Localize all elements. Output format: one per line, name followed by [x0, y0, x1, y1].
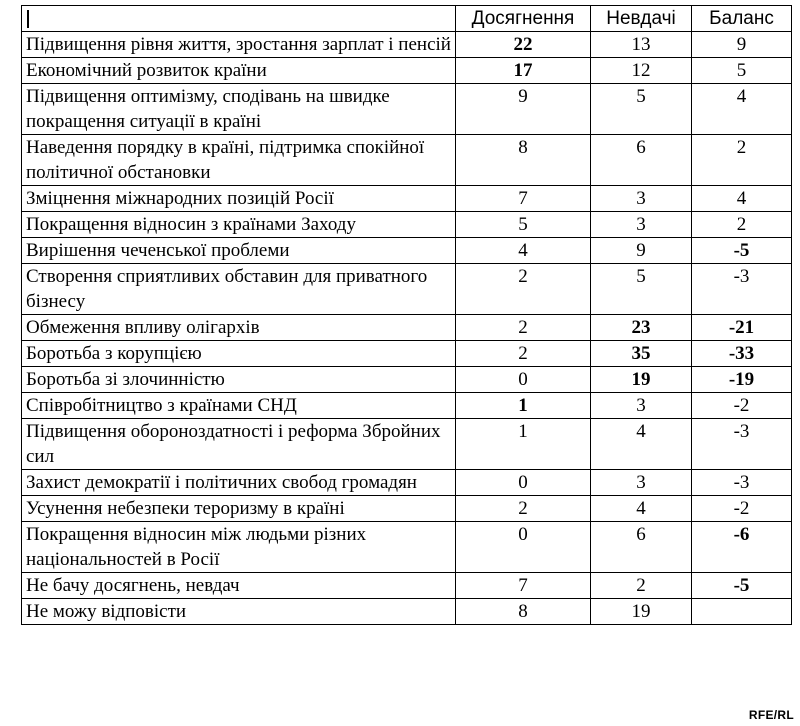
table-row [22, 470, 792, 496]
row-label: Усунення небезпеки тероризму в країні [22, 496, 456, 522]
row-label: Боротьба зі злочинністю [22, 367, 456, 393]
failures-cell: 19 [591, 599, 692, 625]
balance-cell: 5 [692, 58, 792, 84]
achievements-cell: 1 [456, 393, 591, 419]
failures-cell: 12 [591, 58, 692, 84]
achievements-cell: 7 [456, 573, 591, 599]
balance-cell: -5 [692, 573, 792, 599]
failures-cell: 35 [591, 341, 692, 367]
failures-cell: 13 [591, 32, 692, 58]
table-row [22, 419, 792, 470]
achievements-cell: 0 [456, 522, 591, 573]
row-label: Зміцнення міжнародних позицій Росії [22, 186, 456, 212]
achievements-cell: 7 [456, 186, 591, 212]
achievements-cell: 8 [456, 599, 591, 625]
table-row [22, 84, 792, 135]
row-label: Покращення відносин з країнами Заходу [22, 212, 456, 238]
balance-cell: 4 [692, 186, 792, 212]
balance-cell: -5 [692, 238, 792, 264]
balance-cell [692, 599, 792, 625]
row-label: Співробітництво з країнами СНД [22, 393, 456, 419]
table-row [22, 186, 792, 212]
header-balance: Баланс [692, 6, 792, 32]
failures-cell: 5 [591, 84, 692, 135]
header-row [22, 6, 792, 32]
achievements-cell: 9 [456, 84, 591, 135]
table-row [22, 341, 792, 367]
failures-cell: 2 [591, 573, 692, 599]
achievements-cell: 2 [456, 341, 591, 367]
balance-cell: 2 [692, 135, 792, 186]
balance-cell: 9 [692, 32, 792, 58]
table-row [22, 135, 792, 186]
failures-cell: 3 [591, 186, 692, 212]
achievements-cell: 0 [456, 470, 591, 496]
achievements-cell: 2 [456, 315, 591, 341]
table-row [22, 496, 792, 522]
balance-cell: -21 [692, 315, 792, 341]
balance-cell: -3 [692, 419, 792, 470]
table-row [22, 573, 792, 599]
balance-cell: -2 [692, 496, 792, 522]
table-row [22, 238, 792, 264]
balance-cell: -2 [692, 393, 792, 419]
failures-cell: 4 [591, 496, 692, 522]
header-achievements: Досягнення [456, 6, 591, 32]
row-label: Підвищення рівня життя, зростання зарплат і пенсій [22, 32, 456, 58]
table-row [22, 264, 792, 315]
balance-cell: -19 [692, 367, 792, 393]
table-row [22, 58, 792, 84]
row-label: Обмеження впливу олігархів [22, 315, 456, 341]
achievements-cell: 2 [456, 264, 591, 315]
achievements-cell: 17 [456, 58, 591, 84]
row-label: Покращення відносин між людьми різних національностей в Росії [22, 522, 456, 573]
rferl-watermark: RFE/RL [748, 708, 794, 722]
table-row [22, 367, 792, 393]
failures-cell: 6 [591, 522, 692, 573]
header-label-cell [22, 6, 456, 32]
achievements-cell: 4 [456, 238, 591, 264]
failures-cell: 9 [591, 238, 692, 264]
row-label: Створення сприятливих обставин для приватного бізнесу [22, 264, 456, 315]
failures-cell: 3 [591, 212, 692, 238]
row-label: Не бачу досягнень, невдач [22, 573, 456, 599]
failures-cell: 19 [591, 367, 692, 393]
row-label: Боротьба з корупцією [22, 341, 456, 367]
failures-cell: 3 [591, 470, 692, 496]
row-label: Економічний розвиток країни [22, 58, 456, 84]
table-row [22, 599, 792, 625]
text-cursor-icon [27, 10, 29, 28]
table-row [22, 393, 792, 419]
achievements-cell: 22 [456, 32, 591, 58]
balance-cell: -3 [692, 264, 792, 315]
header-failures: Невдачі [591, 6, 692, 32]
table-row [22, 522, 792, 573]
balance-cell: -6 [692, 522, 792, 573]
table-row [22, 315, 792, 341]
table-row [22, 32, 792, 58]
failures-cell: 5 [591, 264, 692, 315]
row-label: Вирішення чеченської проблеми [22, 238, 456, 264]
failures-cell: 4 [591, 419, 692, 470]
balance-cell: -33 [692, 341, 792, 367]
table-row [22, 212, 792, 238]
balance-cell: -3 [692, 470, 792, 496]
achievements-cell: 5 [456, 212, 591, 238]
achievements-cell: 0 [456, 367, 591, 393]
results-table [21, 5, 792, 625]
row-label: Підвищення обороноздатності і реформа Збройних сил [22, 419, 456, 470]
row-label: Підвищення оптимізму, сподівань на швидке покращення ситуації в країні [22, 84, 456, 135]
failures-cell: 6 [591, 135, 692, 186]
achievements-cell: 2 [456, 496, 591, 522]
achievements-cell: 8 [456, 135, 591, 186]
balance-cell: 4 [692, 84, 792, 135]
row-label: Наведення порядку в країні, підтримка спокійної політичної обстановки [22, 135, 456, 186]
balance-cell: 2 [692, 212, 792, 238]
achievements-cell: 1 [456, 419, 591, 470]
row-label: Захист демократії і політичних свобод громадян [22, 470, 456, 496]
failures-cell: 3 [591, 393, 692, 419]
row-label: Не можу відповісти [22, 599, 456, 625]
failures-cell: 23 [591, 315, 692, 341]
